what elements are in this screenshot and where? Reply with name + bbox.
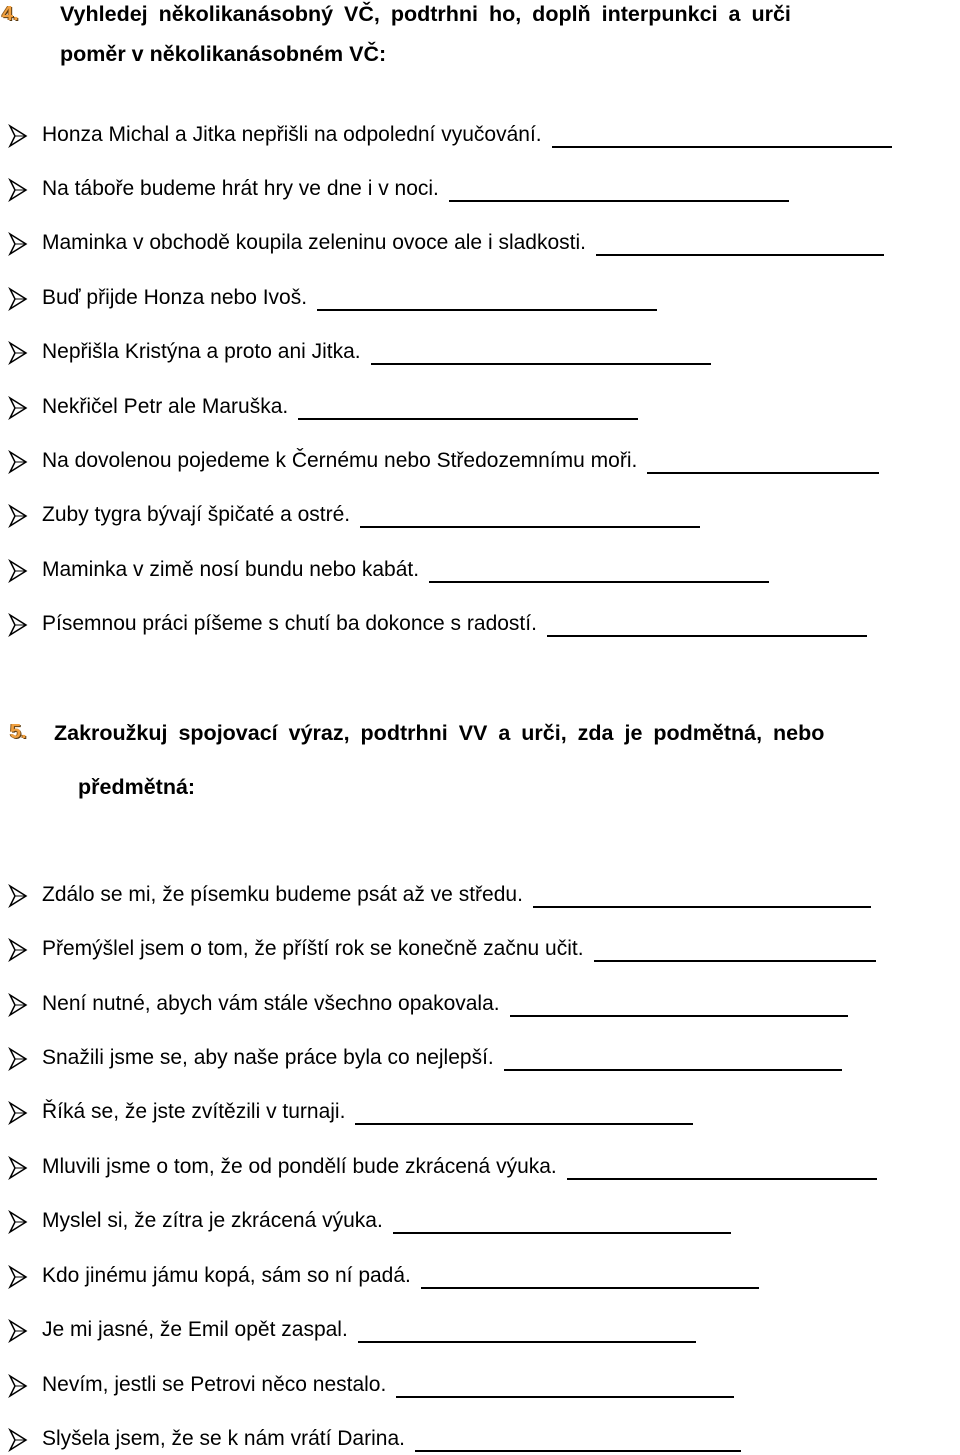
list-item-text: Kdo jinému jámu kopá, sám so ní padá. [42,1264,411,1287]
list-item [6,1095,693,1125]
answer-blank[interactable] [547,613,867,637]
list-item-text: Maminka v obchodě koupila zeleninu ovoce ale i sladkosti. [42,231,586,254]
arrow-bullet-icon [6,178,30,202]
list-item [6,987,848,1017]
answer-blank[interactable] [371,341,711,365]
task-4-heading-line-2: poměr v několikanásobném VČ: [60,42,387,66]
list-item-text: Buď přijde Honza nebo Ivoš. [42,286,308,309]
arrow-bullet-icon [6,396,30,420]
list-item [6,1422,741,1452]
task-5-number: 5. [10,721,27,743]
list-item-text: Na dovolenou pojedeme k Černému nebo Středozemnímu moři. [42,449,638,472]
answer-blank[interactable] [355,1101,693,1125]
list-item [6,1204,731,1234]
arrow-bullet-icon [6,993,30,1017]
answer-blank[interactable] [393,1210,731,1234]
list-item [6,1313,696,1343]
list-item-text: Je mi jasné, že Emil opět zaspal. [42,1318,348,1341]
list-item [6,607,867,637]
list-item-text: Říká se, že jste zvítězili v turnaji. [42,1100,346,1123]
answer-blank[interactable] [594,938,876,962]
arrow-bullet-icon [6,1047,30,1071]
list-item-text: Přemýšlel jsem o tom, že příští rok se konečně začnu učit. [42,937,584,960]
arrow-bullet-icon [6,1265,30,1289]
list-item-text: Zdálo se mi, že písemku budeme psát až ve středu. [42,883,523,906]
list-item [6,932,876,962]
arrow-bullet-icon [6,1428,30,1452]
answer-blank[interactable] [567,1156,877,1180]
list-item [6,1259,759,1289]
answer-blank[interactable] [317,287,657,311]
answer-blank[interactable] [298,396,638,420]
arrow-bullet-icon [6,341,30,365]
answer-blank[interactable] [415,1428,741,1452]
task-5-heading-line-1: Zakroužkuj spojovací výraz, podtrhni VV a urči, zda je podmětná, nebo [54,721,825,745]
answer-blank[interactable] [596,232,884,256]
list-item-text: Snažili jsme se, aby naše práce byla co nejlepší. [42,1046,494,1069]
task-4-heading-line-1: Vyhledej několikanásobný VČ, podtrhni ho, doplň interpunkci a urči [60,2,791,26]
answer-blank[interactable] [358,1319,696,1343]
answer-blank[interactable] [449,178,789,202]
arrow-bullet-icon [6,559,30,583]
list-item-text: Zuby tygra bývají špičaté a ostré. [42,503,351,526]
list-item-text: Písemnou práci píšeme s chutí ba dokonce s radostí. [42,612,537,635]
list-item [6,335,711,365]
list-item [6,1368,734,1398]
answer-blank[interactable] [533,884,871,908]
answer-blank[interactable] [396,1374,734,1398]
answer-blank[interactable] [647,450,879,474]
list-item [6,553,769,583]
arrow-bullet-icon [6,124,30,148]
list-item [6,226,884,256]
answer-blank[interactable] [510,993,848,1017]
answer-blank[interactable] [504,1047,842,1071]
list-item [6,878,871,908]
task-4-number: 4. [2,3,19,25]
arrow-bullet-icon [6,504,30,528]
list-item-text: Nevím, jestli se Petrovi něco nestalo. [42,1373,387,1396]
list-item-text: Myslel si, že zítra je zkrácená výuka. [42,1209,383,1232]
arrow-bullet-icon [6,1374,30,1398]
list-item [6,1150,877,1180]
arrow-bullet-icon [6,1101,30,1125]
list-item [6,444,879,474]
list-item [6,498,700,528]
list-item-text: Maminka v zimě nosí bundu nebo kabát. [42,558,420,581]
arrow-bullet-icon [6,938,30,962]
arrow-bullet-icon [6,1156,30,1180]
list-item-text: Není nutné, abych vám stále všechno opakovala. [42,992,500,1015]
list-item-text: Nekřičel Petr ale Maruška. [42,395,289,418]
list-item-text: Mluvili jsme o tom, že od pondělí bude zkrácená výuka. [42,1155,557,1178]
arrow-bullet-icon [6,1210,30,1234]
arrow-bullet-icon [6,1319,30,1343]
list-item-text: Honza Michal a Jitka nepřišli na odpolední vyučování. [42,123,542,146]
list-item [6,281,657,311]
task-5-heading-line-2: předmětná: [78,775,196,799]
answer-blank[interactable] [360,504,700,528]
list-item [6,172,789,202]
answer-blank[interactable] [421,1265,759,1289]
answer-blank[interactable] [552,124,892,148]
arrow-bullet-icon [6,287,30,311]
list-item [6,118,892,148]
list-item [6,390,638,420]
list-item-text: Nepřišla Kristýna a proto ani Jitka. [42,340,361,363]
list-item-text: Na táboře budeme hrát hry ve dne i v noci. [42,177,439,200]
arrow-bullet-icon [6,613,30,637]
answer-blank[interactable] [429,559,769,583]
arrow-bullet-icon [6,232,30,256]
arrow-bullet-icon [6,450,30,474]
list-item [6,1041,842,1071]
list-item-text: Slyšela jsem, že se k nám vrátí Darina. [42,1427,405,1450]
arrow-bullet-icon [6,884,30,908]
